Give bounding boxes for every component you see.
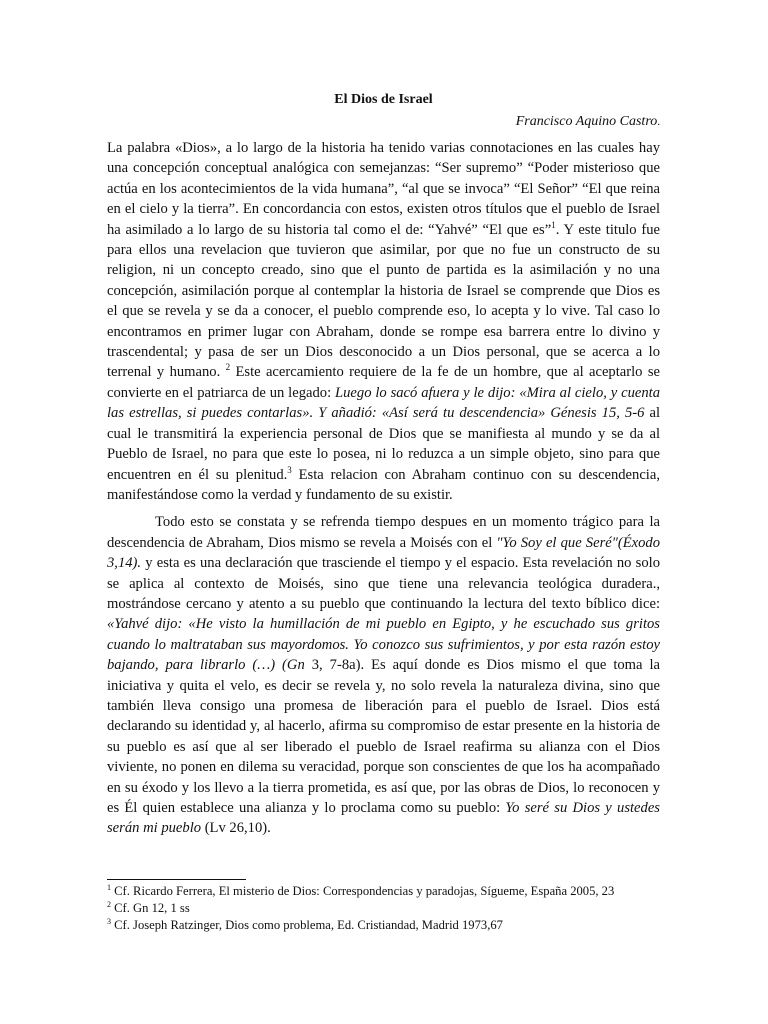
footnote-separator [107,879,246,880]
footnote-ref-2: 2 [225,362,231,373]
footnote-1 [107,883,667,900]
paragraph-2-text-a: Todo esto se constata y se refrenda tiempo despues en un momento trágico para la descendencia de Abraham, Dios mismo se revela a Moisés con el [107,514,660,551]
paragraph-1-text-e: Esta relacion con Abraham continuo con su descendencia, manifestándose como la verdad y fundamento de su existir. [107,466,660,503]
yahve-quote: «Yahvé dijo: «He visto la humillación de mi pueblo en Egipto, y he escuchado sus gritos cuando lo maltrataban sus mayordomos. Yo conozco sus sufrimientos, y por esta razón estoy bajando, para librarlo (…) (Gn [107,616,660,674]
paragraph-1-text-d: al cual le transmitirá la experiencia personal de Dios que se manifiesta al mundo y se da al Pueblo de Israel, no para que este lo posea, ni lo reduzca a un simple objeto, sino para que encuentren en él su plenitud. [107,405,660,483]
footnote-2 [107,900,667,917]
document-page [107,90,660,839]
footnote-mark-1: 1 [107,883,111,892]
paragraph-2-text-b: y esta es una declaración que trasciende el tiempo y el espacio. Esta revelación no solo se aplica al contexto de Moisés, sino que tiene una relevancia teológica duradera., mostrándose cercano y atento a su pueblo que continuando la lectura del texto bíblico dice: [107,555,660,612]
paragraph-2-text-d: (Lv 26,10). [201,820,271,837]
author-period: . [657,116,660,128]
footnote-ref-1: 1 [551,219,556,230]
paragraph-2-text-c: 3, 7-8a). Es aquí donde es Dios mismo el que toma la iniciativa y quita el velo, es decir se revela y, no solo revela la naturaleza divina, sino que también lleva consigo una promesa de liberación para el pueblo de Israel. Dios está declarando su identidad y, al hacerlo, afirma su compromiso de estar presente en la historia de su pueblo es así que al ser liberado el pueblo de Israel reafirma su alianza con el Dios viviente, no ponen en dilema su veracidad, porque son conscientes de que los ha acompañado en su éxodo y los llevo a la tierra prometida, es así que, por las obras de Dios, lo reconocen y es Él quien establece una alianza y lo proclama como su pueblo: [107,657,661,816]
genesis-quote: Luego lo sacó afuera y le dijo: «Mira al cielo, y cuenta las estrellas, si puedes contarlas». Y añadió: «Así será tu descendencia» Génesis 15, 5-6 [107,384,660,422]
footnotes [107,883,667,934]
leviticus-quote: Yo seré su Dios y ustedes serán mi pueblo [107,800,660,837]
footnote-text-1: Cf. Ricardo Ferrera, El misterio de Dios: Correspondencias y paradojas, Sígueme, España 2005, 23 [111,884,615,898]
paragraph-2 [107,512,660,839]
paragraph-1-text-a: La palabra «Dios», a lo largo de la historia ha tenido varias connotaciones en las cuales hay una concepción conceptual analógica con semejanzas: “Ser supremo” “Poder misterioso que actúa en los acontecimientos de la vida humana”, “al que se invoca” “El Señor” “El que reina en el cielo y la tierra”. En concordancia con estos, existen otros títulos que el pueblo de Israel ha asimilado a lo largo de su historia tal como el de: “Yahvé” “El que es” [107,140,660,238]
document-title: El Dios de Israel [334,92,433,107]
paragraph-1-text-c: Este acercamiento requiere de la fe de un hombre, que al aceptarlo se convierte en el patriarca de un legado: [107,364,660,401]
author-name: Francisco Aquino Castro [515,114,658,129]
author-line [107,112,660,132]
footnote-mark-3: 3 [107,917,111,926]
footnote-text-3: Cf. Joseph Ratzinger, Dios como problema, Ed. Cristiandad, Madrid 1973,67 [111,918,503,932]
exodus-quote: "Yo Soy el que Seré"(Éxodo 3,14). [107,534,660,572]
footnote-3 [107,917,667,934]
footnote-ref-3: 3 [287,464,292,475]
paragraph-1-text-b: . Y este titulo fue para ellos una revelacion que tuvieron que asimilar, por que no fue un constructo de su religion, ni un concepto creado, sino que el punto de partida es la asimilación y no una concepción, asimilación porque al contemplar la historia de Israel se comprende que Dios es el que se revela y se da a conocer, el pueblo comprende eso, lo acepta y lo vive. Tal caso lo encontramos en primer lugar con Abraham, donde se rompe esa barrera entre lo divino y trascendental; y pasa de ser un Dios desconocido a un Dios personal, que se acerca a lo terrenal y humano. [107,221,660,381]
footnote-mark-2: 2 [107,900,111,909]
paragraph-1 [107,138,660,505]
footnote-text-2: Cf. Gn 12, 1 ss [111,901,190,915]
